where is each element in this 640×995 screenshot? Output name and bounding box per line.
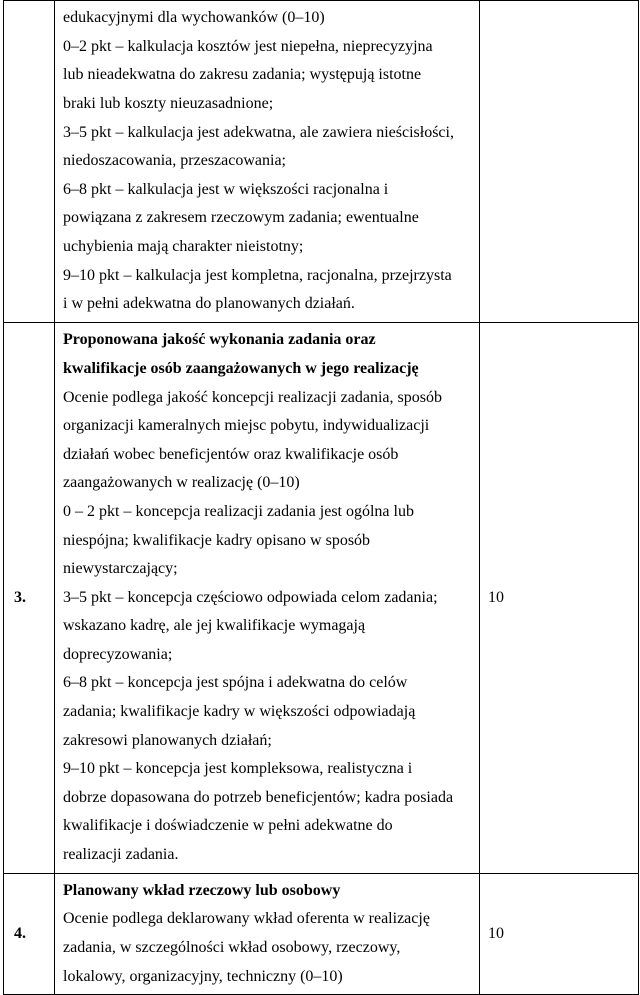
- criterion-description: [55, 1, 480, 323]
- row-number: [4, 1, 55, 323]
- criterion-title: Planowany wkład rzeczowy lub osobowy: [63, 881, 341, 899]
- description-line: doprecyzowania;: [63, 645, 173, 663]
- description-line: 3–5 pkt – koncepcja częściowo odpowiada celom zadania;: [63, 588, 438, 606]
- description-line: niewystarczający;: [63, 560, 178, 578]
- description-line: 0–2 pkt – kalkulacja kosztów jest niepełna, nieprecyzyjna: [63, 37, 433, 55]
- description-line: niespójna; kwalifikacje kadry opisano w sposób: [63, 531, 371, 549]
- description-line: Ocenie podlega jakość koncepcji realizacji zadania, sposób: [63, 388, 442, 406]
- table-row: [4, 1, 639, 323]
- description-line: powiązana z zakresem rzeczowym zadania; ewentualne: [63, 209, 419, 227]
- table-row: [4, 874, 639, 995]
- description-line: uchybienia mają charakter nieistotny;: [63, 237, 304, 255]
- max-points: 10: [480, 323, 639, 874]
- description-line: 9–10 pkt – kalkulacja jest kompletna, racjonalna, przejrzysta: [63, 266, 452, 284]
- description-line: 9–10 pkt – koncepcja jest kompleksowa, realistyczna i: [63, 760, 413, 778]
- table-row: [4, 323, 639, 874]
- description-line: realizacji zadania.: [63, 846, 179, 864]
- criteria-table: [3, 0, 639, 995]
- description-line: zadania; kwalifikacje kadry w większości odpowiadają: [63, 703, 416, 721]
- criterion-title: kwalifikacje osób zaangażowanych w jego realizację: [63, 359, 419, 377]
- description-line: edukacyjnymi dla wychowanków (0–10): [63, 9, 325, 27]
- row-number: 3.: [4, 323, 55, 874]
- description-line: 0 – 2 pkt – koncepcja realizacji zadania jest ogólna lub: [63, 502, 414, 520]
- description-line: zadania, w szczególności wkład osobowy, rzeczowy,: [63, 939, 401, 956]
- description-line: lub nieadekwatna do zakresu zadania; występują istotne: [63, 66, 422, 84]
- max-points: [480, 1, 639, 323]
- description-line: 3–5 pkt – kalkulacja jest adekwatna, ale zawiera nieścisłości,: [63, 123, 454, 141]
- description-line: 6–8 pkt – koncepcja jest spójna i adekwatna do celów: [63, 674, 408, 692]
- description-line: Ocenie podlega deklarowany wkład oferenta w realizację: [63, 910, 430, 928]
- description-line: wskazano kadrę, ale jej kwalifikacje wymagają: [63, 617, 366, 635]
- description-line: lokalowy, organizacyjny, techniczny (0–10): [63, 967, 343, 985]
- description-line: działań wobec beneficjentów oraz kwalifikacje osób: [63, 445, 399, 463]
- description-line: niedoszacowania, przeszacowania;: [63, 152, 286, 170]
- criterion-title: Proponowana jakość wykonania zadania oraz: [63, 331, 376, 349]
- description-line: i w pełni adekwatna do planowanych działań.: [63, 295, 355, 313]
- description-line: 6–8 pkt – kalkulacja jest w większości racjonalna i: [63, 180, 389, 198]
- description-line: organizacji kameralnych miejsc pobytu, indywidualizacji: [63, 417, 430, 435]
- description-line: zaangażowanych w realizację (0–10): [63, 474, 300, 492]
- criterion-description: [55, 323, 480, 874]
- description-line: zakresowi planowanych działań;: [63, 731, 272, 749]
- description-line: braki lub koszty nieuzasadnione;: [63, 95, 274, 113]
- criterion-description: [55, 874, 480, 995]
- max-points: 10: [480, 874, 639, 995]
- description-line: kwalifikacje i doświadczenie w pełni adekwatne do: [63, 817, 393, 835]
- row-number: 4.: [4, 874, 55, 995]
- description-line: dobrze dopasowana do potrzeb beneficjentów; kadra posiada: [63, 788, 454, 806]
